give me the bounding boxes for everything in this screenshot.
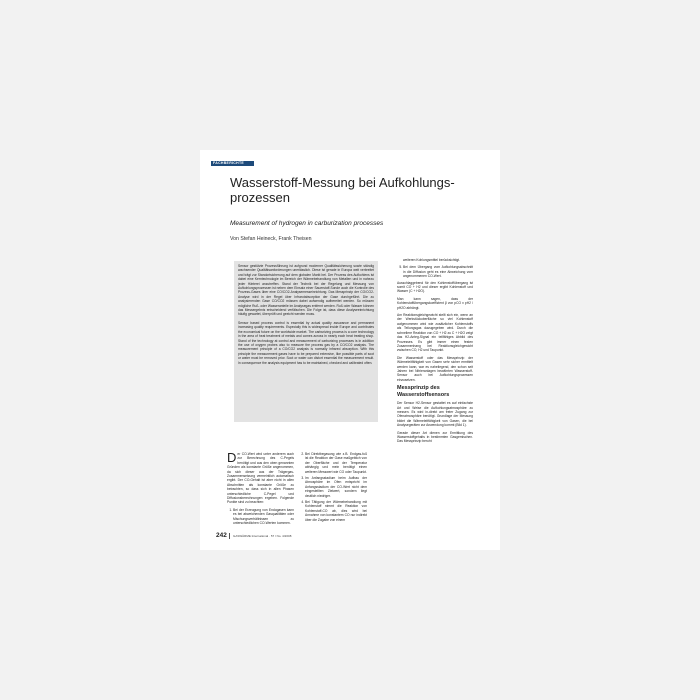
page-footer: [216, 532, 486, 540]
col3-continued-text: weiteren Kohlungsmittel berücksichtigt.: [403, 258, 460, 262]
journal-citation: GASWÄRME International · 57 / No. 4/2008: [233, 534, 292, 538]
col1-intro-text: er CO-Wert wird unter anderem auch zur Berechnung des C-Pegels benötigt und aus den oben genannten Gründen als konstante Größe angenommen, da sich dieser aus der Trägergas-Zusammensetzung vermeintlich automatisch ergibt. Der CO-Gehalt ist aber nicht in allen Abschnitten als konstante Größe zu betrachten, so dass sich in allen Phasen unterschiedliche C-Pegel und Diffusionsberechnungen ergeben. Folgende Punkte sind zu beachten:: [227, 452, 294, 505]
abstract-english: Sensor based process control is essential by actual quality assurance and permanent increasing quality requirements. Especially this is widespread inside Europe and contributes the economical future on the worldwide market. The carburizing process is a core technology in the area of heat treatment of metals and comes across in nearly each heat treating shop. Stand of the technology at control and measurement of carburizing processes is in addition the use of oxygen probes also to measure the process gas by a CO/CO2 analysis. The measurement principle of a CO/CO2 analysis is normally infrared absorption. With this principle the measurement gases have to be prepared extensive, like possible parts of soot or water must be removed prior. Soot or water can distort essential the measurement result. In consequence the analysis equipment has to be maintained, checked and calibrated often.: [238, 320, 374, 365]
col3-paragraph: Am Reaktionsgleichgewicht stellt sich ein, wenn an der Werkstückoberfläche so viel Kohlenstoff aufgenommen wird wie zusätzlicher Kohlenstoffs als Teilungsgas dazugegeben wird. Durch die schnellere Reaktion von CO + H2 zu C + H2O zeigt das H2-Anteg-Signal ein teilfähiges Abbild des Prozesses. Es gibt immer einen festen Zusammenhang bei Reaktionsgleichgewicht zwischen CO, H2 und Taupunkt.: [397, 313, 473, 353]
col3-paragraph: Der Sensor H2-Sensor gestattet es auf einfachste Art und Weise die Aufkohlungsatmosphäre zu messen. Es wird in-direkt am freier Zugang zur Ofenatmosphäre benötigt. Grundlage der Messung bildet die Wärmeleitfähigkeit von Gasen, die bei Analysegeräten zur Anwendung kommt (Bild 1).: [397, 401, 473, 428]
article-page: [200, 150, 500, 550]
body-column-2: [299, 452, 367, 527]
body-column-1: [227, 452, 294, 527]
col1-list: [227, 508, 294, 526]
list-item: 1. Bei der Erzeugung von Endogasen kann es bei abweichenden Gasqualitäten oder Mischungsverhältnissen zu unterschiedlichen CO-Werten kommen.: [233, 508, 294, 526]
list-item: 2. Bei Direktbegasung wie z.B. Endgas-fuß ist die Reaktion der Gase maßgeblich von der Oberfläche und der Temperatur abhängig und mein benötigt einen weiteren Messwert wie CO oder Taupunkt.: [305, 452, 367, 474]
abstract-german: Sensor gestützte Prozessführung ist aufgrund moderner Qualitätssicherung sowie ständig wachsender Qualitätsanforderungen unerlässlich. Diese ist gerade in Europa weit verbreitet und trägt zur Standortsicherung auf dem globalen Markt bei. Der Prozess des Aufkohlens ist dabei eine Kerntechnologie im Bereich der Wärmebehandlung von Metallen und in nahezu jeder Härterei anzutreffen. Stand der Technik bei der Regelung und Messung von Aufkohlungsprozessen ist neben dem Einsatz einer Sauerstoff-Sonde auch die Kontrolle des Prozess-Gases über eine CO/CO2-Analysemesseinrichtung. Das Messprinzip der CO/CO2-Analyse wird in der Regel über Infrarotabsorption der Gase durchgeführt. Die zu analysierenden Gase CO/CO2 müssen dabei aufwendig aufbereitet werden. So müssen mögliche Ruß- oder Wasseranteile im Analysegas entfernt werden. Ruß oder Wasser können das Messergebnis entscheidend verfälschen. Die Folge ist, dass diese Analyseeinrichtung häufig gewartet, überprüft und geeicht werden muss.: [238, 264, 374, 317]
body-column-3: [397, 258, 473, 528]
page-number: 242: [216, 532, 227, 539]
article-authors: Von Stefan Heineck, Frank Theisen: [230, 236, 312, 242]
col3-list: [397, 265, 473, 278]
section-label: FACHBERICHTE: [211, 161, 254, 166]
list-item: 4. Bei Tätigung der Wärmebehandlung mit Kohlenstoff nimmt die Reaktion von Kohlenstoff-CO ab, dies wird bei Annahme von konstantem CO nur indirekt über die Zugabe von einem: [305, 500, 367, 522]
col1-intro-paragraph: [227, 452, 294, 505]
col3-paragraph: Die Wasserstoff oder das Messprinzip der Wärmeleitfähigkeit von Gasen sehr sicher ermittelt werden kann, war es naheliegend, den schon seit Jahren bei Nitrieranlagen bewährten Wasserstoff-Sensor auch bei Aufkohlungsprozessen einzusetzen.: [397, 355, 473, 382]
list-item: 3. Im Anfangsstadium beim Aufbau der Atmosphäre im Ofen entspricht im Anfangsstadium der CO-Wert nicht dem eingestellten Zielwert, sondern liegt deutlich niedriger.: [305, 476, 367, 498]
col3-paragraph: Gerade dieser Art dienen zur Ermittlung des Wasserstoffgehalts in bestimmten Gasgemischen. Das Messprinzip beruht: [397, 430, 473, 444]
article-subtitle: Measurement of hydrogen in carburization processes: [230, 220, 384, 227]
abstract-box: [234, 261, 378, 422]
drop-cap: D: [227, 452, 237, 465]
footer-divider: [229, 533, 230, 539]
list-item: 5. Bei dem Übergang vom Aufkohlungsabschnitt in die Diffusion geht es eine Abweichung vom angenommenen CO-Wert.: [403, 265, 473, 278]
col3-paragraph: Ausschlaggebend für den Kohlenstoffübergang ist somit CO + H2 und dieser ergibt Kohlenstoff und Wasser (C + H2O).: [397, 280, 473, 294]
section-heading: Messprinzip des Wasserstoffsensors: [397, 385, 450, 398]
article-title: Wasserstoff-Messung bei Aufkohlungs-prozessen: [230, 175, 455, 205]
col3-paragraph: Man kann sagen, dass der Kohlenstoffübergangskoeffizient β von pCO x pH2 / pH2O abhängt.: [397, 296, 473, 310]
col2-list: [299, 452, 367, 522]
